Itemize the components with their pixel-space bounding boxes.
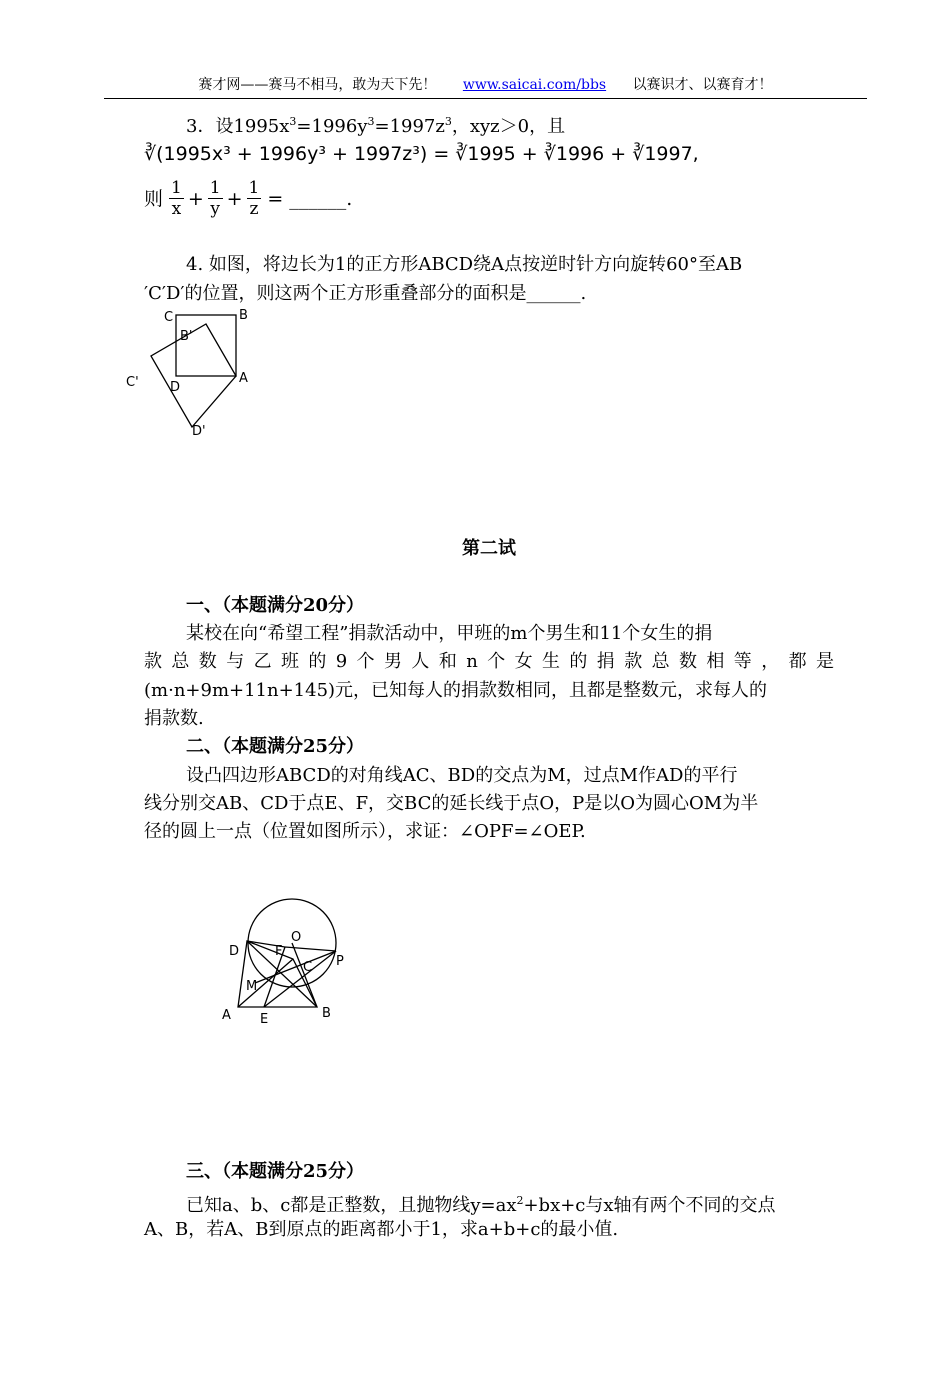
label-a: A	[239, 371, 248, 386]
plus-sign: +	[226, 187, 243, 210]
header-slogan: 赛才网——赛马不相马，敢为天下先！	[198, 77, 437, 93]
problem-2-heading: 二、（本题满分25分）	[186, 736, 365, 757]
label-c-prime: C'	[126, 375, 139, 390]
problem-3-text-b: +bx+c与x轴有两个不同的交点	[523, 1195, 776, 1216]
problem-1-heading: 一、（本题满分20分）	[186, 595, 365, 616]
label-b: B	[239, 308, 248, 323]
fraction-1-over-y: $\frac{1}{y}$	[209, 178, 221, 219]
superscript-2: 2	[516, 1194, 524, 1207]
label-e: E	[260, 1012, 269, 1027]
label-b: B	[322, 1006, 331, 1021]
answer-blank: ______	[289, 187, 347, 210]
problem-1-line-2: 款总数与乙班的9个男人和n个女生的捐款总数相等，都是	[144, 651, 834, 672]
fraction-1-over-z: $\frac{1}{z}$	[248, 178, 260, 219]
q3-statement	[186, 108, 565, 141]
label-b-prime: B'	[180, 329, 193, 344]
label-m: M	[246, 979, 258, 994]
problem-1-line-3: (m·n+9m+11n+145)元，已知每人的捐款数相同，且都是整数元，求每人的	[144, 680, 768, 701]
q3-sup: 3	[289, 115, 297, 128]
label-c: C	[164, 310, 174, 325]
q3-question	[144, 178, 352, 219]
problem-3-line-2: A、B，若A、B到原点的距离都小于1，求a+b+c的最小值.	[144, 1219, 619, 1240]
problem-1-line-1: 某校在向“希望工程”捐款活动中，甲班的m个男生和11个女生的捐	[186, 623, 713, 644]
problem-3-text-a: 已知a、b、c都是正整数，且抛物线y=ax	[186, 1195, 517, 1216]
fraction-1-over-x: $\frac{1}{x}$	[171, 178, 182, 219]
label-c: C	[303, 960, 313, 975]
header-link[interactable]: www.saicai.com/bbs	[462, 77, 607, 93]
plus-sign: +	[187, 187, 204, 210]
line-f-p	[285, 947, 336, 951]
q3-text-c: =1997z	[374, 116, 445, 137]
section-title: 第二试	[462, 538, 516, 559]
problem-2-figure	[215, 895, 350, 1030]
header-motto: 以赛识才、以赛育才！	[632, 77, 773, 93]
q3-text-a: 3．设1995x	[186, 116, 290, 137]
equals-sign: =	[267, 187, 284, 210]
line-m-p	[255, 951, 336, 983]
q3-text-b: =1996y	[296, 116, 368, 137]
q3-text-d: ，xyz＞0，且	[451, 116, 566, 137]
q4-line-1: 4. 如图，将边长为1的正方形ABCD绕A点按逆时针方向旋转60°至AB	[186, 254, 743, 275]
label-o: O	[291, 930, 302, 945]
problem-1-line-4: 捐款数.	[144, 708, 204, 729]
label-a: A	[222, 1008, 231, 1023]
problem-2-line-2: 线分别交AB、CD于点E、F，交BC的延长线于点O，P是以O为圆心OM为半	[144, 793, 759, 814]
q3-sup: 3	[367, 115, 375, 128]
q4-figure	[120, 305, 270, 445]
problem-3-heading: 三、（本题满分25分）	[186, 1161, 365, 1182]
page-header	[104, 74, 867, 99]
q3-sup: 3	[444, 115, 452, 128]
q3-formula: ∛(1995x³ + 1996y³ + 1997z³) = ∛1995 + ∛1996 + ∛1997,	[144, 143, 699, 165]
problem-2-line-1: 设凸四边形ABCD的对角线AC、BD的交点为M，过点M作AD的平行	[186, 765, 738, 786]
problem-2-line-3: 径的圆上一点（位置如图所示），求证：∠OPF=∠OEP.	[144, 821, 586, 842]
label-f: F	[275, 944, 283, 959]
label-d: D	[229, 944, 240, 959]
period: .	[346, 187, 353, 210]
line-e-p	[264, 951, 336, 1007]
label-d: D	[170, 380, 181, 395]
q4-line-2: ′C′D′的位置，则这两个正方形重叠部分的面积是______.	[144, 283, 587, 304]
label-p: P	[336, 954, 344, 969]
label-d-prime: D'	[192, 424, 206, 439]
q3-then: 则	[144, 187, 164, 210]
